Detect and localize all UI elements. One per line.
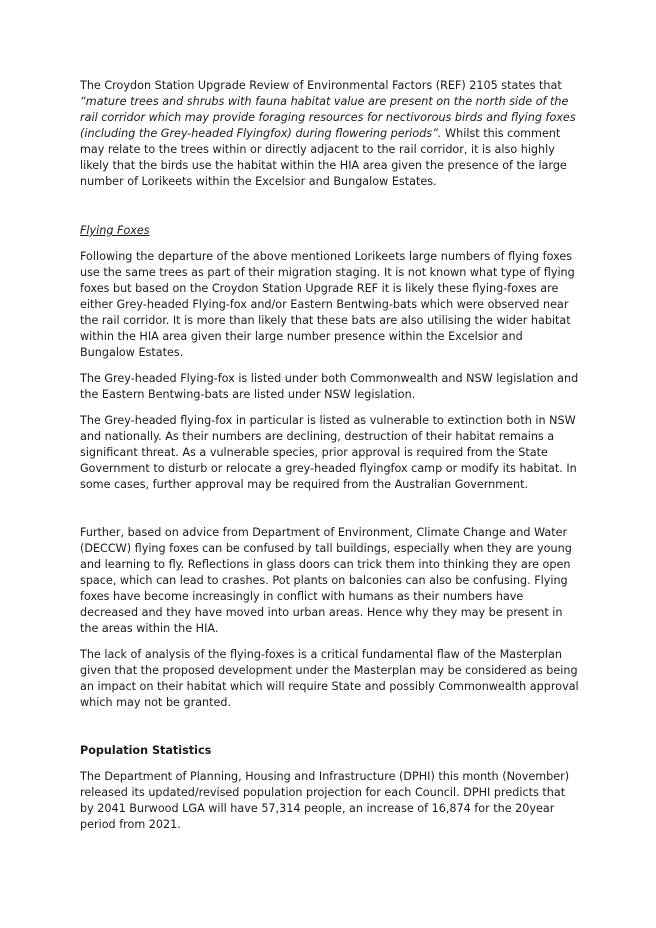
flying-foxes-paragraph-2: The Grey-headed Flying-fox is listed under both Commonwealth and NSW legislation and the Eastern Bentwing-bats are listed under NSW legislation.: [80, 372, 579, 401]
flying-foxes-heading: Flying Foxes: [80, 224, 150, 237]
flying-foxes-paragraph-3: The Grey-headed flying-fox in particular is listed as vulnerable to extinction both in NSW and nationally. As their numbers are declining, destruction of their habitat remains a significant threat. As a vulnerable species, prior approval is required from the State Government to disturb or relocate a grey-headed flyingfox camp or modify its habitat. In some cases, further approval may be required from the Australian Government.: [80, 414, 577, 491]
ref-quote: “mature trees and shrubs with fauna habitat value are present on the north side of the rail corridor which may provide foraging resources for nectivorous birds and flying foxes (including the Grey-headed Flyingfox) during flowering periods”.: [80, 95, 576, 140]
intro-rest: Whilst this comment may relate to the trees within or directly adjacent to the rail corridor, it is also highly likely that the birds use the habitat within the HIA area given the presence of the large number of Lorikeets within the Excelsior and Bungalow Estates.: [80, 127, 567, 188]
flying-foxes-paragraph-4: Further, based on advice from Department of Environment, Climate Change and Water (DECCW) flying foxes can be confused by tall buildings, especially when they are young and learning to fly. Reflections in glass doors can trick them into thinking they are open space, which can lead to crashes. Pot plants on balconies can also be confusing. Flying foxes have become increasingly in conflict with humans as their numbers have decreased and they have moved into urban areas. Hence why they may be present in the areas within the HIA.: [80, 526, 572, 635]
flying-foxes-paragraph-1: Following the departure of the above mentioned Lorikeets large numbers of flying foxes use the same trees as part of their migration staging. It is not known what type of flying foxes but based on the Croydon Station Upgrade REF it is likely these flying-foxes are either Grey-headed Flying-fox and/or Eastern Bentwing-bats which were observed near the rail corridor. It is more than likely that these bats are also utilising the wider habitat within the HIA area given their large number presence within the Excelsior and Bungalow Estates.: [80, 250, 575, 359]
document-page: [80, 78, 580, 833]
population-paragraph: The Department of Planning, Housing and Infrastructure (DPHI) this month (November) released its updated/revised population projection for each Council. DPHI predicts that by 2041 Burwood LGA will have 57,314 people, an increase of 16,874 for the 20year period from 2021.: [80, 770, 570, 831]
population-heading: Population Statistics: [80, 744, 212, 757]
intro-paragraph: [80, 78, 580, 190]
intro-lead: The Croydon Station Upgrade Review of Environmental Factors (REF) 2105 states that: [80, 79, 562, 92]
flying-foxes-paragraph-5: The lack of analysis of the flying-foxes is a critical fundamental flaw of the Masterplan given that the proposed development under the Masterplan may be considered as being an impact on their habitat which will require State and possibly Commonwealth approval which may not be granted.: [80, 648, 579, 709]
